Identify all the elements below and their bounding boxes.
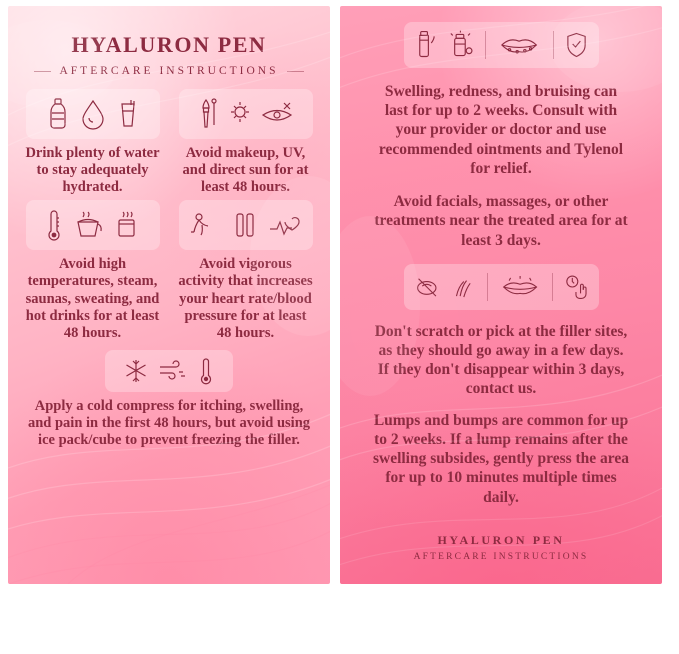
cold-wind-icon (158, 360, 188, 382)
press-finger-icon (565, 272, 589, 302)
snowflake-icon (124, 358, 148, 384)
back-paragraph-swelling: Swelling, redness, and bruising can last for up to 2 weeks. Consult with your provider or doctor and use recommended ointments and Tylenol for relief. (378, 83, 624, 177)
back-paragraph-no-scratch: Don't scratch or pick at the filler sites, as they should go away in a few days. If they don't disappear within 3 days, contact us. (374, 322, 628, 398)
sun-icon (230, 99, 250, 129)
rule-right (287, 71, 304, 72)
page-subtitle: AFTERCARE INSTRUCTIONS (59, 65, 279, 77)
lips-bumps-icon (500, 275, 540, 299)
no-sun-face-icon (260, 101, 294, 127)
water-drop-icon (78, 98, 108, 130)
back-content (340, 6, 662, 507)
icon-divider-3 (487, 273, 488, 301)
thermometer-icon (46, 208, 62, 242)
tip-avoid-exercise-icons (179, 200, 313, 250)
makeup-brush-icon (198, 97, 220, 131)
tip-cold-compress-icons (105, 350, 233, 392)
tip-avoid-makeup-uv-text: Avoid makeup, UV, and direct sun for at least 48 hours. (182, 145, 309, 196)
tip-avoid-makeup-uv-icons (179, 89, 313, 139)
lips-injection-icon (498, 32, 540, 58)
water-bottle-icon (48, 97, 68, 131)
tip-avoid-makeup-uv (173, 89, 318, 196)
heart-rate-icon (268, 213, 302, 237)
icon-divider-1 (485, 31, 486, 59)
tip-avoid-exercise (173, 200, 318, 342)
back-card (340, 6, 662, 584)
tip-avoid-heat-icons (26, 200, 160, 250)
back-top-icons (404, 22, 599, 68)
footer-subtitle: AFTERCARE INSTRUCTIONS (413, 552, 589, 562)
tip-hydration (20, 89, 165, 196)
tip-cold-compress-text: Apply a cold compress for itching, swelling, and pain in the first 48 hours, but avoid using ice pack/cube to prevent freezing the filler. (27, 397, 311, 449)
page-title: HYALURON PEN (71, 32, 267, 57)
scratching-hand-icon (451, 273, 475, 301)
tip-avoid-heat (20, 200, 165, 342)
front-card (8, 6, 330, 584)
pills-bottle-icon (447, 29, 474, 61)
front-subtitle-row (8, 65, 330, 77)
back-paragraph-avoid-facials: Avoid facials, massages, or other treatments near the treated area for at least 3 days. (374, 193, 628, 249)
tip-avoid-heat-text: Avoid high temperatures, steam, saunas, sweating, and hot drinks for at least 48 hours. (25, 256, 160, 341)
thermometer-cold-icon (198, 357, 214, 385)
shield-icon (565, 30, 588, 60)
drinking-glass-icon (118, 99, 138, 129)
stretching-person-icon (190, 210, 222, 240)
tip-hydration-icons (26, 89, 160, 139)
icon-divider-4 (552, 273, 553, 301)
tip-avoid-exercise-text: Avoid vigorous activity that increases your heart rate/blood pressure for at least 48 hours. (178, 256, 313, 341)
tip-cold-compress (8, 350, 330, 449)
footer-title: HYALURON PEN (437, 533, 565, 547)
dumbbell-icon (232, 210, 258, 240)
icon-divider-2 (553, 31, 554, 59)
back-footer (340, 533, 662, 562)
ointment-tube-icon (414, 29, 437, 61)
tip-hydration-text: Drink plenty of water to stay adequately hydrated. (25, 145, 160, 196)
back-mid-icons (404, 264, 599, 310)
back-paragraph-lumps: Lumps and bumps are common for up to 2 weeks. If a lump remains after the swelling subsides, gently press the area for up to 10 minutes multiple times daily. (372, 411, 630, 506)
hot-drink-cup-icon (114, 210, 140, 240)
rule-left (34, 71, 51, 72)
front-tip-grid (8, 77, 330, 342)
sauna-bucket-icon (72, 210, 104, 240)
no-scratch-icon (414, 273, 441, 301)
